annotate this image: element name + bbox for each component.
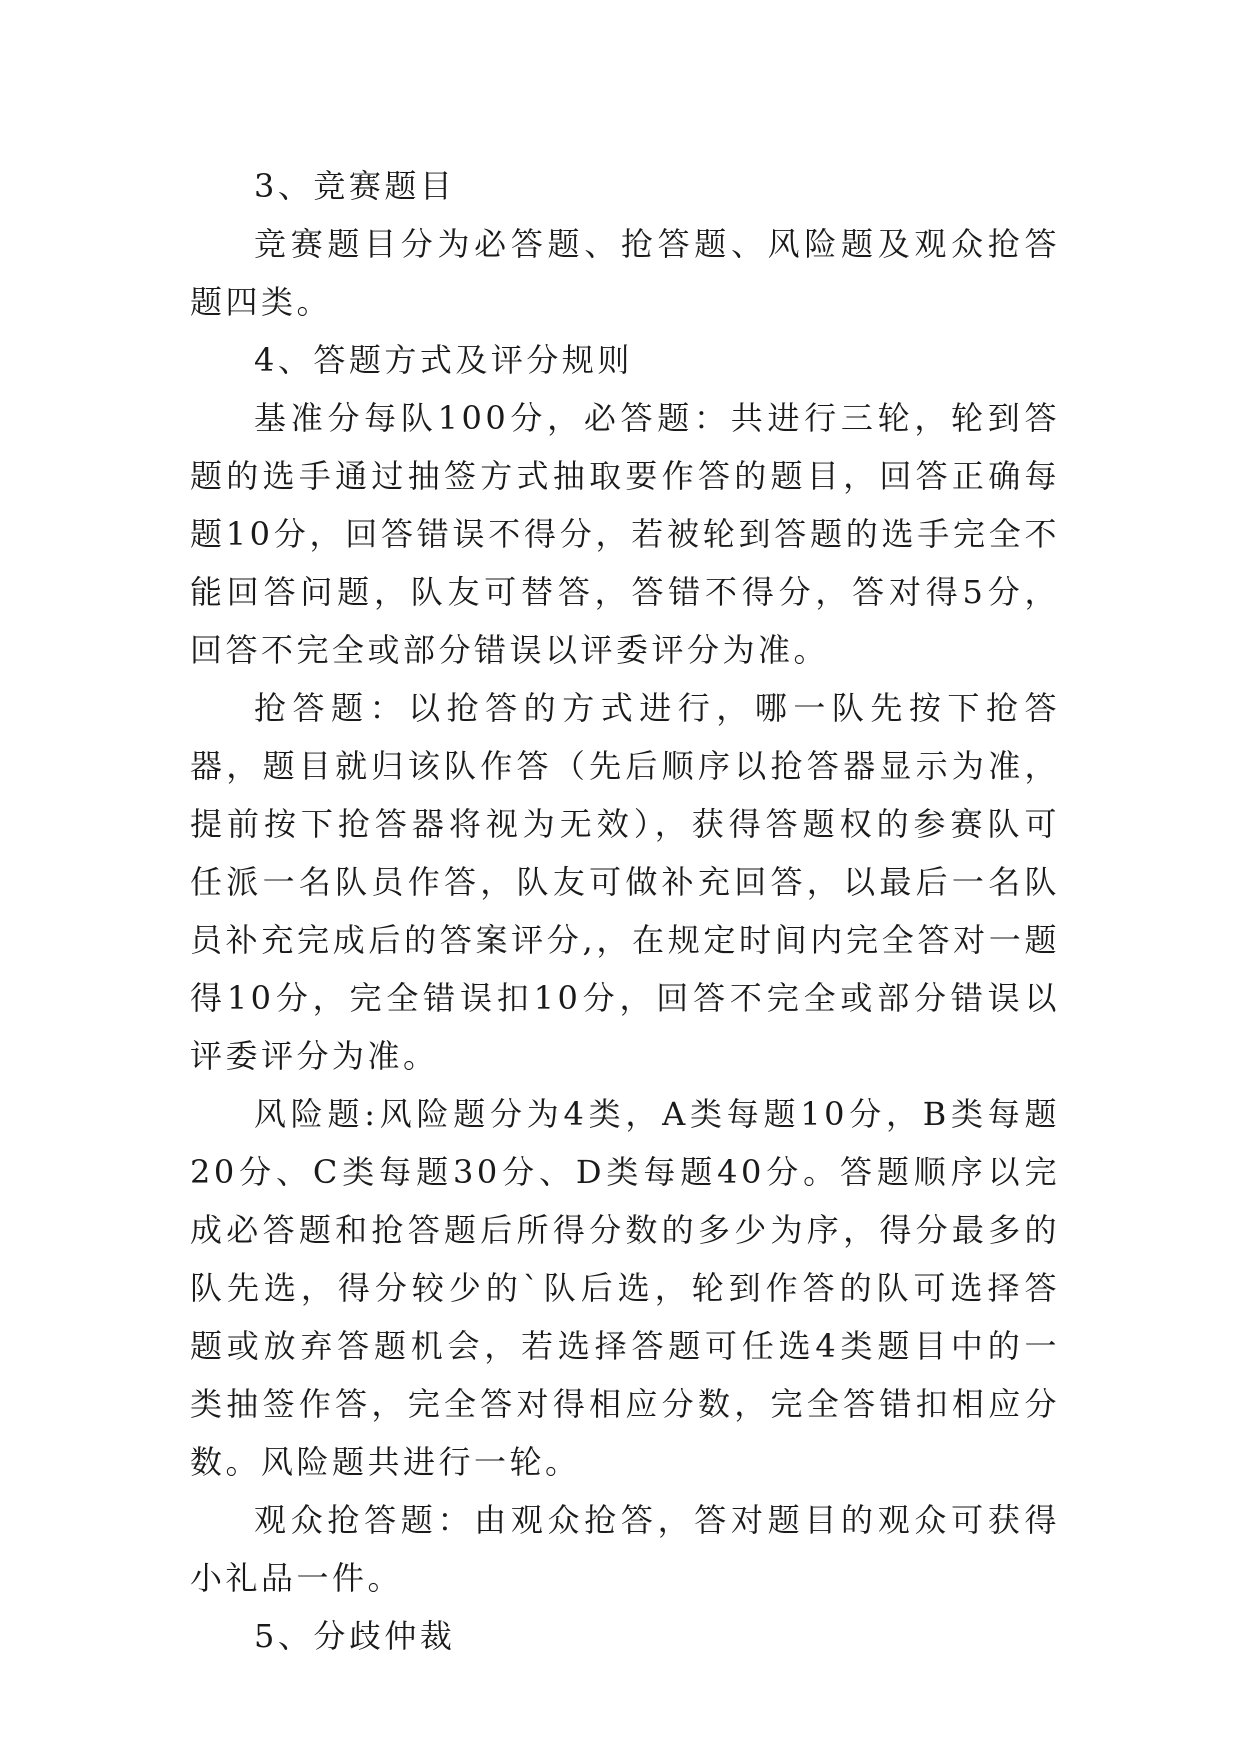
paragraph-required-questions: 基准分每队100分，必答题：共进行三轮，轮到答题的选手通过抽签方式抽取要作答的题目，回答正确每题10分，回答错误不得分，若被轮到答题的选手完全不能回答问题，队友可替答，答错不得分，答对得5分，回答不完全或部分错误以评委评分为准。 <box>190 399 1060 669</box>
paragraph-question-types: 竞赛题目分为必答题、抢答题、风险题及观众抢答题四类。 <box>190 225 1060 321</box>
section-heading-competition-questions: 3、竞赛题目 <box>254 167 456 205</box>
section-heading-answer-rules: 4、答题方式及评分规则 <box>254 341 633 379</box>
document-body <box>190 157 1060 1665</box>
paragraph-audience-questions: 观众抢答题：由观众抢答，答对题目的观众可获得小礼品一件。 <box>190 1501 1060 1597</box>
paragraph-risk-questions: 风险题:风险题分为4类，A类每题10分，B类每题20分、C类每题30分、D类每题40分。答题顺序以完成必答题和抢答题后所得分数的多少为序，得分最多的队先选，得分较少的`队后选，轮到作答的队可选择答题或放弃答题机会，若选择答题可任选4类题目中的一类抽签作答，完全答对得相应分数，完全答错扣相应分数。风险题共进行一轮。 <box>190 1095 1060 1481</box>
paragraph-buzzer-questions: 抢答题：以抢答的方式进行，哪一队先按下抢答器，题目就归该队作答（先后顺序以抢答器显示为准，提前按下抢答器将视为无效），获得答题权的参赛队可任派一名队员作答，队友可做补充回答，以最后一名队员补充完成后的答案评分,，在规定时间内完全答对一题得10分，完全错误扣10分，回答不完全或部分错误以评委评分为准。 <box>190 689 1060 1075</box>
section-heading-dispute-arbitration: 5、分歧仲裁 <box>254 1617 456 1655</box>
